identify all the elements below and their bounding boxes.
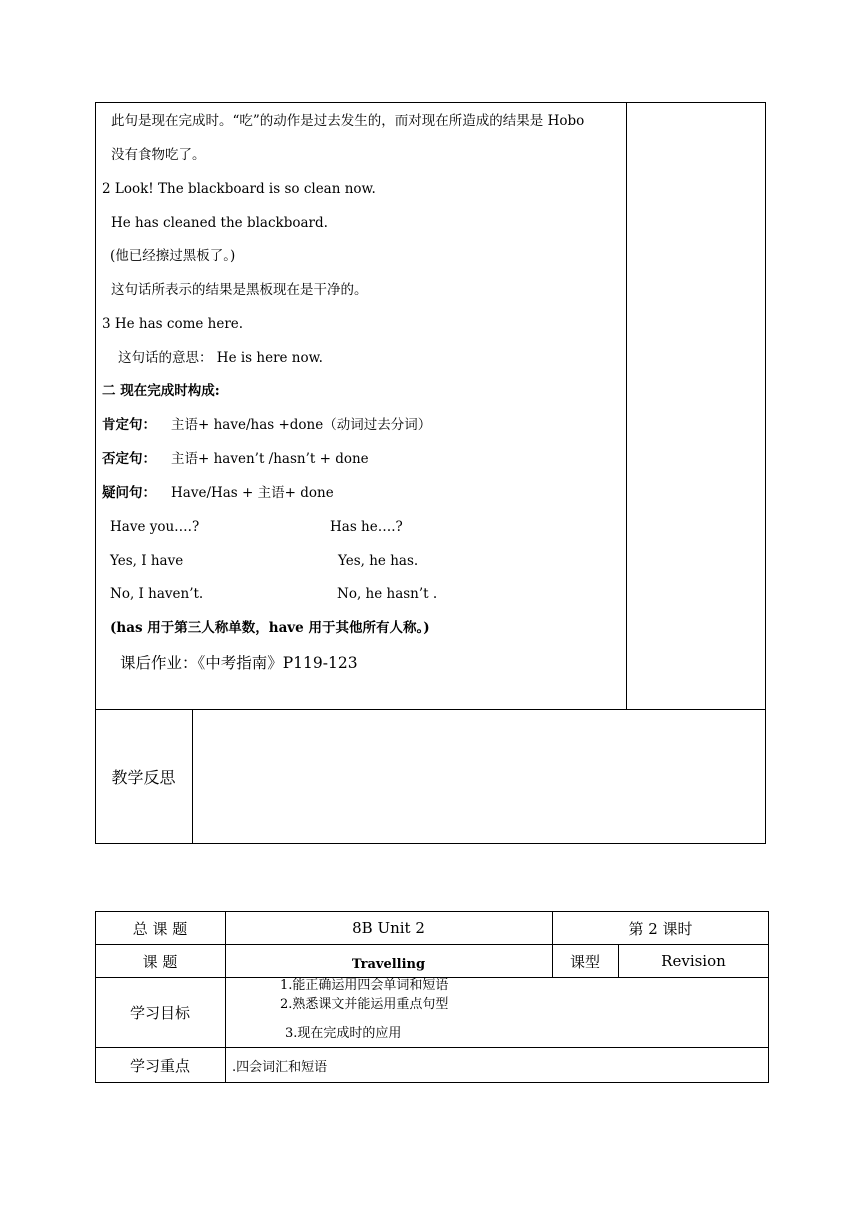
example-yes-left: Yes, I have [110,553,184,569]
topic-value: Travelling [351,956,426,972]
example-no-left: No, I haven’t. [110,586,204,602]
negative-label: 否定句： [102,451,156,467]
content-line-3: 2 Look! The blackboard is so clean now. [102,181,376,197]
lesson-type-label: 课型 [569,952,600,971]
total-topic-value: 8B Unit 2 [352,919,425,937]
question-text: Have/Has + 主语+ done [171,485,334,501]
goal-1: 1.能正确运用四会单词和短语 [280,978,449,993]
goals-label: 学习目标 [129,1004,190,1022]
example-question-right: Has he….? [330,519,403,535]
upper-table [95,102,766,844]
upper-table-right-column-divider [626,102,627,710]
content-line-1: 此句是现在完成时。“吃”的动作是过去发生的，而对现在所造成的结果是 Hobo [111,113,585,129]
focus-label: 学习重点 [129,1057,190,1075]
total-topic-label: 总 课 题 [132,919,188,938]
question-label: 疑问句： [102,485,156,501]
example-question-left: Have you….? [110,519,200,535]
goal-3: 3.现在完成时的应用 [285,1026,402,1041]
upper-table-row-divider [95,709,766,710]
homework-line: 课后作业：《中考指南》P119-123 [120,654,358,672]
content-line-5: (他已经擦过黑板了。) [110,248,236,264]
example-no-right: No, he hasn’t . [337,586,438,602]
goal-2: 2.熟悉课文并能运用重点句型 [280,997,449,1012]
affirmative-text: 主语+ have/has +done（动词过去分词） [171,417,432,433]
reflection-label: 教学反思 [111,768,176,787]
lesson-type-value: Revision [661,952,726,970]
content-line-2: 没有食物吃了。 [111,147,206,163]
example-yes-right: Yes, he has. [338,553,419,569]
affirmative-label: 肯定句： [102,417,156,433]
period-label: 第 2 课时 [628,919,693,938]
usage-note: (has 用于第三人称单数，have 用于其他所有人称。) [110,620,430,636]
focus-value: .四会词汇和短语 [232,1060,328,1075]
section-heading: 二 现在完成时构成: [102,383,220,399]
topic-label: 课 题 [142,952,178,971]
content-line-6: 这句话所表示的结果是黑板现在是干净的。 [111,282,368,298]
content-line-8: 这句话的意思： He is here now. [118,350,323,366]
content-line-4: He has cleaned the blackboard. [111,215,328,231]
content-line-7: 3 He has come here. [102,316,244,332]
negative-text: 主语+ haven’t /hasn’t + done [171,451,369,467]
reflection-column-divider [192,709,193,844]
